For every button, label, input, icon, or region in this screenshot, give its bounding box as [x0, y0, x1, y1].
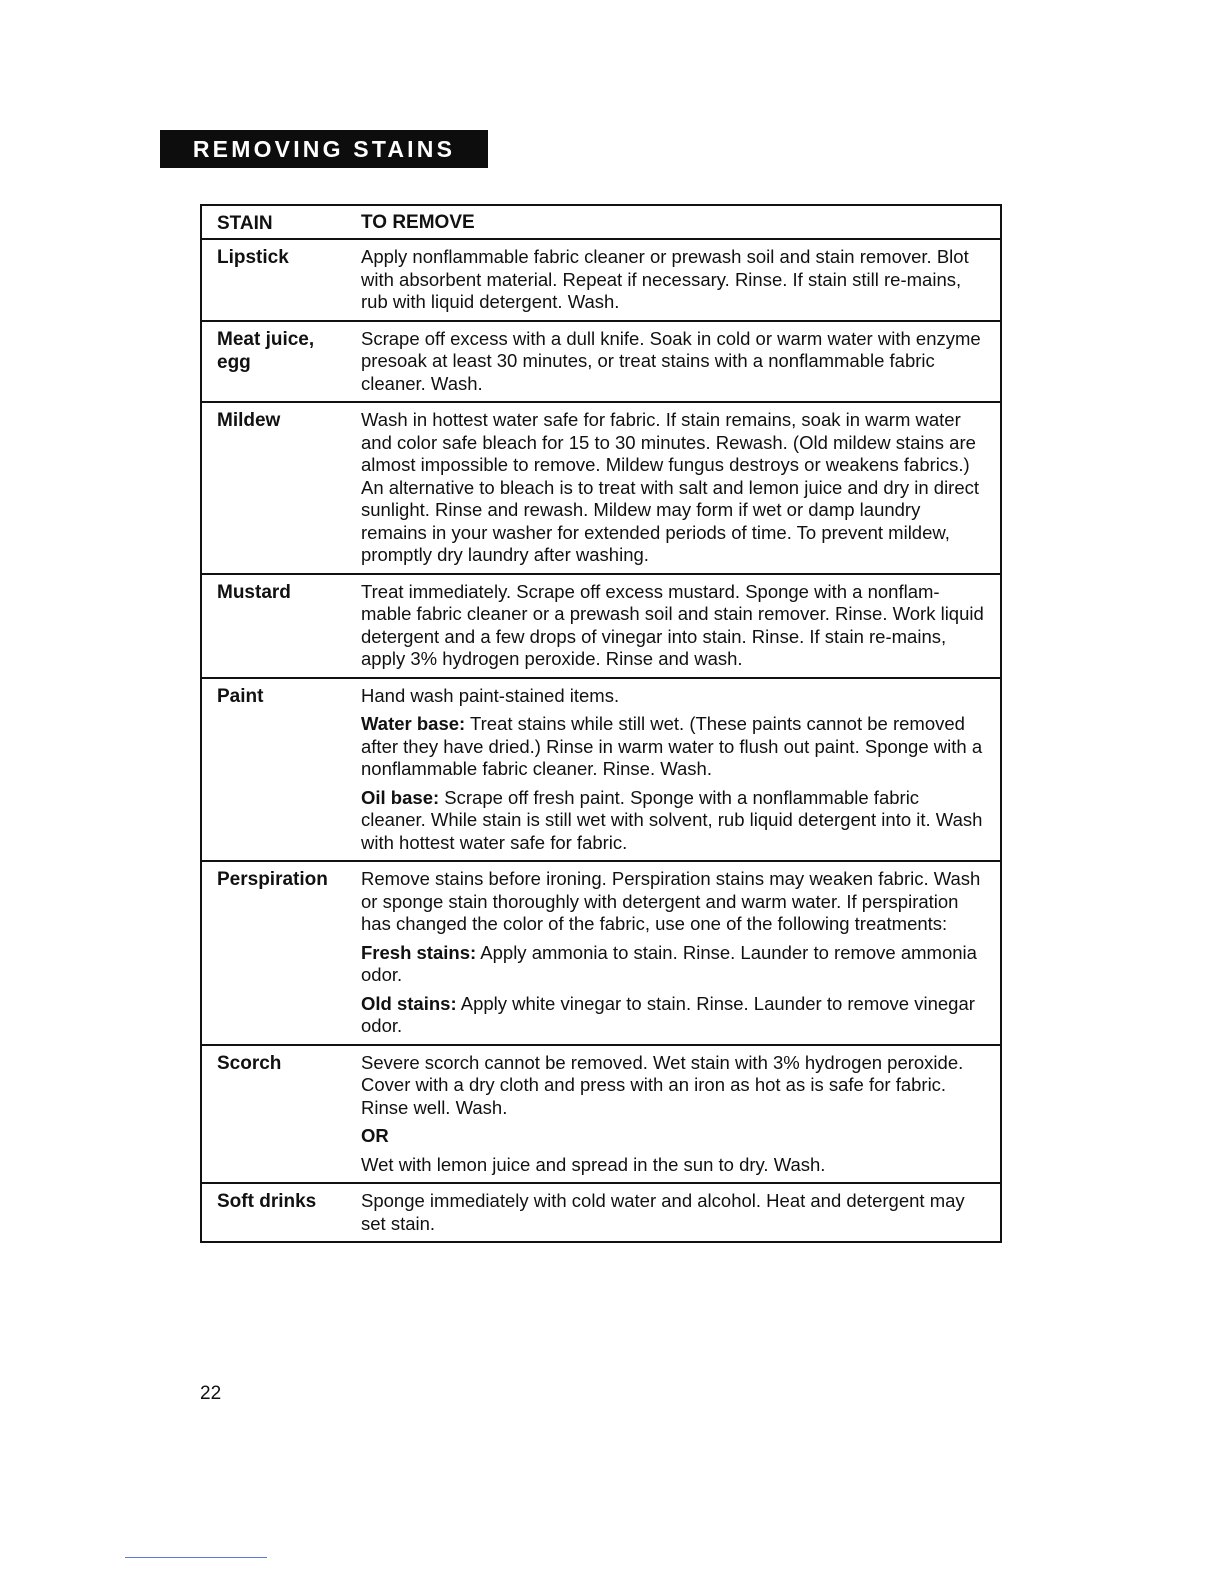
- table-row: [202, 573, 1000, 677]
- instruction-paragraph: [361, 942, 986, 987]
- stain-name: Perspiration: [217, 869, 328, 890]
- removal-instructions: [347, 862, 1000, 1044]
- instruction-paragraph: [361, 713, 986, 781]
- table-header-row: [202, 206, 1000, 238]
- footer-rule: [125, 1557, 267, 1558]
- instruction-paragraph: [361, 246, 986, 314]
- instruction-text: Treat immediately. Scrape off excess mustard. Sponge with a nonflam-mable fabric cleaner or a prewash soil and stain remover. Rinse. Work liquid detergent and a few drops of vinegar into stain. Rinse. If stain re-mains, apply 3% hydrogen peroxide. Rinse and wash.: [361, 580, 984, 669]
- table-row: [202, 677, 1000, 861]
- instruction-label: OR: [361, 1125, 389, 1146]
- instruction-text: Apply nonflammable fabric cleaner or prewash soil and stain remover. Blot with absorbent material. Repeat if necessary. Rinse. If stain still re-mains, rub with liquid detergent. Wash.: [361, 246, 969, 312]
- stain-name: Mustard: [217, 581, 291, 603]
- removal-instructions: [347, 1184, 1000, 1241]
- instruction-paragraph: [361, 1052, 986, 1120]
- instruction-text: Apply white vinegar to stain. Rinse. Launder to remove vinegar odor.: [361, 992, 975, 1036]
- stain-name: Soft drinks: [217, 1191, 317, 1212]
- removal-instructions: [347, 575, 1000, 677]
- instruction-label: Old stains:: [361, 992, 457, 1014]
- stain-removal-table: [200, 204, 1002, 1243]
- instruction-text: Scrape off fresh paint. Sponge with a nonflammable fabric cleaner. While stain is still wet with solvent, rub liquid detergent into it. Wash with hottest water safe for fabric.: [361, 786, 983, 853]
- instruction-text: Treat stains while still wet. (These paints cannot be removed after they have dried.) Rinse in warm water to flush out paint. Sponge with a nonflammable fabric cleaner. Rinse. Wash.: [361, 713, 983, 779]
- stain-name: Mildew: [217, 410, 281, 431]
- stain-name: Scorch: [217, 1052, 282, 1074]
- table-row: [202, 320, 1000, 402]
- instruction-paragraph: [361, 993, 986, 1038]
- instruction-text: Wash in hottest water safe for fabric. If stain remains, soak in warm water and color safe bleach for 15 to 30 minutes. Rewash. (Old mildew stains are almost impossible to remove. Mildew fungus destroys or weakens fabrics.) An alternative to bleach is to treat with salt and lemon juice and dry in direct sunlight. Rinse and rewash. Mildew may form if wet or damp laundry remains in your washer for extended periods of time. To prevent mildew, promptly dry laundry after washing.: [361, 409, 980, 565]
- instruction-paragraph: [361, 787, 986, 855]
- stain-name: Meat juice, egg: [217, 328, 315, 373]
- instruction-text: Remove stains before ironing. Perspiration stains may weaken fabric. Wash or sponge stain thoroughly with detergent and warm water. If perspiration has changed the color of the fabric, use one of the following treatments:: [361, 868, 981, 934]
- instruction-label: Fresh stains:: [361, 941, 477, 963]
- instruction-text: Scrape off excess with a dull knife. Soak in cold or warm water with enzyme presoak at least 30 minutes, or treat stains with a nonflammable fabric cleaner. Wash.: [361, 327, 981, 394]
- instruction-text: Wet with lemon juice and spread in the sun to dry. Wash.: [361, 1153, 826, 1175]
- instruction-text: Apply ammonia to stain. Rinse. Launder to remove ammonia odor.: [361, 941, 977, 985]
- instruction-paragraph: [361, 1125, 986, 1148]
- instruction-paragraph: [361, 581, 986, 671]
- instruction-text: Sponge immediately with cold water and alcohol. Heat and detergent may set stain.: [361, 1190, 965, 1234]
- removal-instructions: [347, 322, 1000, 402]
- table-row: [202, 1182, 1000, 1241]
- table-row: [202, 860, 1000, 1044]
- stain-name: Paint: [217, 685, 264, 707]
- removal-instructions: [347, 403, 1000, 573]
- instruction-paragraph: [361, 328, 986, 396]
- instruction-paragraph: [361, 685, 986, 708]
- instruction-text: Hand wash paint-stained items.: [361, 684, 620, 706]
- instruction-paragraph: [361, 868, 986, 936]
- instruction-label: Water base:: [361, 713, 466, 734]
- instruction-paragraph: [361, 409, 986, 567]
- table-row: [202, 401, 1000, 573]
- table-row: [202, 238, 1000, 320]
- stain-name: Lipstick: [217, 247, 289, 268]
- instruction-text: Severe scorch cannot be removed. Wet stain with 3% hydrogen peroxide. Cover with a dry cloth and press with an iron as hot as is safe for fabric. Rinse well. Wash.: [361, 1051, 964, 1118]
- instruction-paragraph: [361, 1190, 986, 1235]
- removal-instructions: [347, 679, 1000, 861]
- instruction-paragraph: [361, 1154, 986, 1177]
- page-number: 22: [200, 1383, 222, 1404]
- removal-instructions: [347, 1046, 1000, 1183]
- header-to-remove: TO REMOVE: [361, 212, 475, 233]
- removal-instructions: [347, 240, 1000, 320]
- instruction-label: Oil base:: [361, 786, 440, 808]
- table-row: [202, 1044, 1000, 1183]
- section-title-banner: REMOVING STAINS: [160, 130, 488, 168]
- header-stain: STAIN: [217, 213, 273, 234]
